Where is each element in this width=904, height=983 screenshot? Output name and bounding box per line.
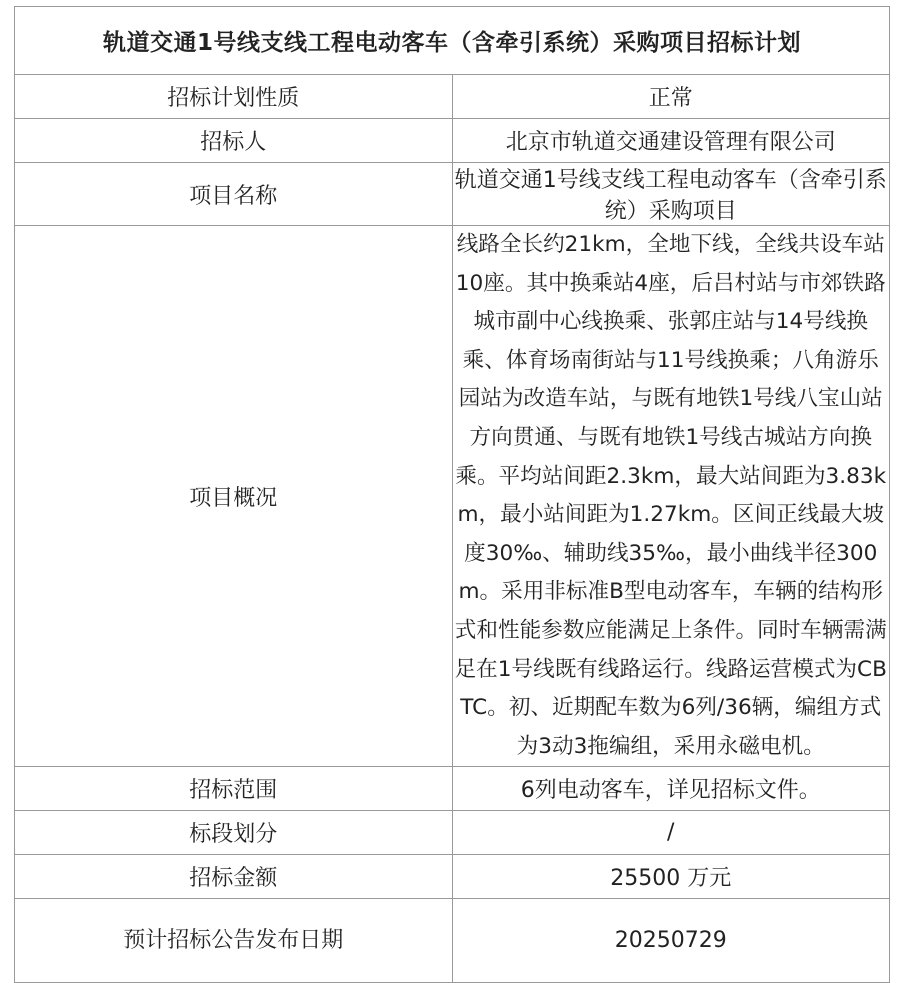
value-lot-division: /: [452, 811, 890, 855]
label-project-name: 项目名称: [15, 163, 453, 226]
label-tender-amount: 招标金额: [15, 855, 453, 899]
value-tender-amount: 25500 万元: [452, 855, 890, 899]
value-project-overview: 线路全长约21km，全地下线，全线共设车站10座。其中换乘站4座，后吕村站与市郊铁路城市副中心线换乘、张郭庄站与14号线换乘、体育场南街站与11号线换乘；八角游乐园站为改造车站，与既有地铁1号线八宝山站方向贯通、与既有地铁1号线古城站方向换乘。平均站间距2.3km，最大站间距为3.83km，最小站间距为1.27km。区间正线最大坡度30‰、辅助线35‰，最小曲线半径300m。采用非标准B型电动客车，车辆的结构形式和性能参数应能满足上条件。同时车辆需满足在1号线既有线路运行。线路运营模式为CBTC。初、近期配车数为6列/36辆，编组方式为3动3拖编组，采用永磁电机。: [454, 232, 887, 759]
table-row: [15, 75, 890, 119]
value-project-name: 轨道交通1号线支线工程电动客车（含牵引系统）采购项目: [452, 163, 890, 226]
value-announcement-date: 20250729: [452, 899, 890, 983]
label-announcement-date: 预计招标公告发布日期: [15, 899, 453, 983]
table-row: [15, 811, 890, 855]
table-row: [15, 855, 890, 899]
value-plan-nature: 正常: [452, 75, 890, 119]
table-row: [15, 767, 890, 811]
value-tender-scope: 6列电动客车，详见招标文件。: [452, 767, 890, 811]
table-row: [15, 899, 890, 983]
label-plan-nature: 招标计划性质: [15, 75, 453, 119]
table-row: [15, 119, 890, 163]
value-tenderer: 北京市轨道交通建设管理有限公司: [452, 119, 890, 163]
value-project-overview-cell: [452, 226, 890, 767]
label-project-overview: 项目概况: [15, 226, 453, 767]
tender-plan-table: [14, 6, 890, 983]
label-tender-scope: 招标范围: [15, 767, 453, 811]
table-row: [15, 163, 890, 226]
table-row: [15, 226, 890, 767]
label-tenderer: 招标人: [15, 119, 453, 163]
table-title: 轨道交通1号线支线工程电动客车（含牵引系统）采购项目招标计划: [15, 7, 890, 75]
label-lot-division: 标段划分: [15, 811, 453, 855]
